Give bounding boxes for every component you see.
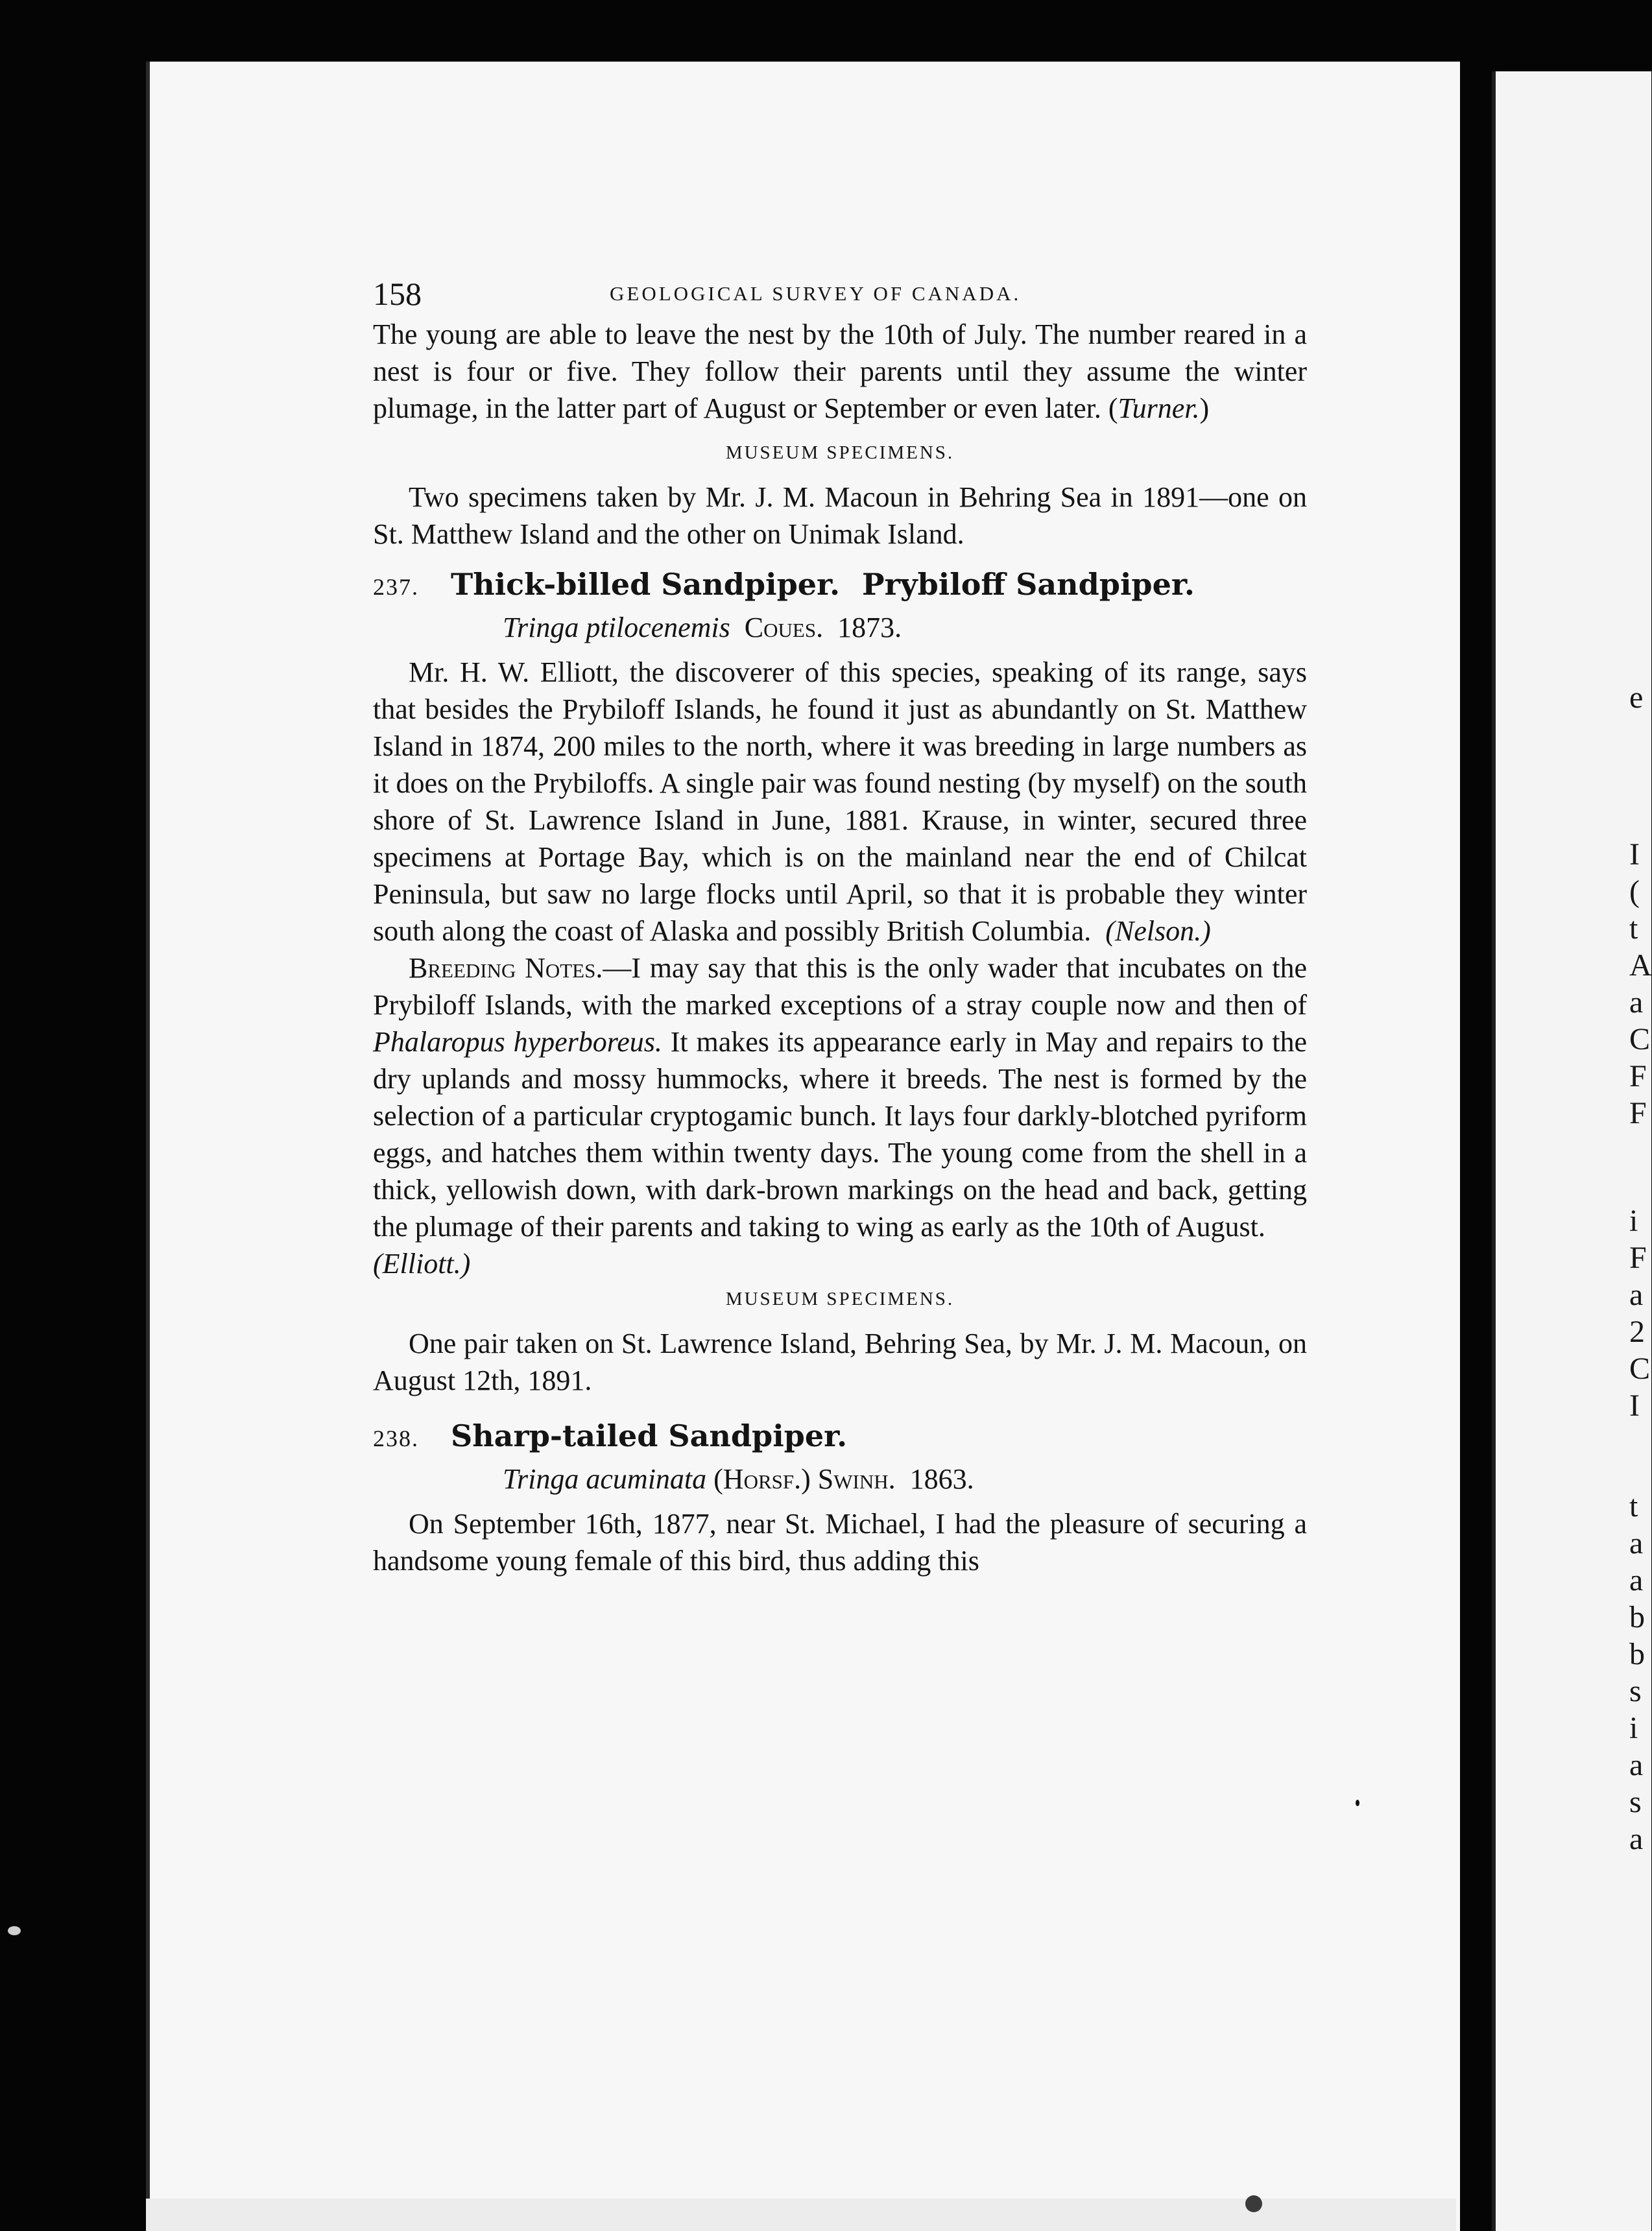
- adjacent-page-fragment: a: [1629, 1526, 1644, 1560]
- species-237-breeding-notes: [373, 949, 1307, 1282]
- museum-specimens-heading: MUSEUM SPECIMENS.: [725, 1289, 955, 1309]
- adjacent-page-fragment: s: [1629, 1785, 1642, 1819]
- adjacent-page-fragment: 2: [1629, 1315, 1645, 1349]
- adjacent-page-fragment: a: [1629, 1563, 1644, 1597]
- adjacent-page-fragment: i: [1629, 1204, 1638, 1238]
- scan-speck: [1245, 2195, 1262, 2212]
- year: 1873.: [837, 612, 902, 643]
- range-citation: (Nelson.): [1105, 915, 1211, 947]
- scan-speck: [1356, 1800, 1359, 1806]
- adjacent-page-fragment: a: [1629, 985, 1644, 1020]
- adjacent-page-fragment: a: [1629, 1822, 1644, 1856]
- adjacent-page-fragment: C: [1629, 1352, 1651, 1386]
- adjacent-page-fragment: I: [1629, 837, 1640, 872]
- adjacent-page-fragment: b: [1629, 1637, 1645, 1671]
- adjacent-page-fragment: a: [1629, 1278, 1644, 1312]
- adjacent-page-fragment: F: [1629, 1059, 1647, 1093]
- adjacent-page-fragment: F: [1629, 1241, 1647, 1275]
- species-237-scientific-name: [503, 608, 1307, 647]
- species-238-heading: [373, 1418, 1307, 1453]
- species-237-range-paragraph: [373, 654, 1307, 949]
- species-238-paragraph: On September 16th, 1877, near St. Michael, I had the pleasure of securing a handsome young female of this bird, thus adding this: [373, 1508, 1307, 1577]
- adjacent-page-fragment: b: [1629, 1600, 1645, 1634]
- adjacent-page-fragment: a: [1629, 1748, 1644, 1782]
- opening-close: ): [1199, 392, 1210, 424]
- latin-name: Tringa acuminata: [503, 1463, 707, 1495]
- year: 1863.: [909, 1463, 974, 1495]
- adjacent-page-fragment: t: [1629, 1489, 1638, 1523]
- scan-speck: [8, 1926, 21, 1935]
- adjacent-page-fragment: C: [1629, 1022, 1651, 1056]
- species-name: Sharp-tailed Sandpiper.: [451, 1418, 848, 1453]
- range-text: Mr. H. W. Elliott, the discoverer of this species, speaking of its range, says that besides the Prybiloff Islands, he found it just as abundantly on St. Matthew Island in 1874, 200 miles to the north, where it was breeding in large numbers as it does on the Prybiloffs. A single pair was found nesting (by myself) on the south shore of St. Lawrence Island in June, 1881. Krause, in winter, secured three specimens at Portage Bay, which is on the mainland near the end of Chilcat Peninsula, but saw no large flocks until April, so that it is probable they winter south along the coast of Alaska and possibly British Columbia.: [373, 656, 1307, 947]
- adjacent-page-fragment: I: [1629, 1389, 1640, 1423]
- opening-citation: Turner.: [1118, 392, 1200, 424]
- breeding-italic-species: Phalaropus hyperboreus.: [373, 1026, 662, 1058]
- museum-specimens-text: Two specimens taken by Mr. J. M. Macoun in Behring Sea in 1891—one on St. Matthew Island and the other on Unimak Island.: [373, 481, 1307, 550]
- species-237-heading: [373, 567, 1307, 602]
- adjacent-page-fragment: t: [1629, 911, 1638, 946]
- adjacent-page-fragment: A: [1629, 948, 1652, 983]
- species-name: Thick-billed Sandpiper.: [451, 567, 841, 602]
- opening-paragraph: [373, 316, 1307, 427]
- adjacent-page-fragment: (: [1629, 874, 1640, 909]
- species-number: 238.: [373, 1426, 419, 1451]
- species-number: 237.: [373, 574, 419, 600]
- adjacent-page-fragment: s: [1629, 1674, 1642, 1708]
- adjacent-page-fragment: i: [1629, 1711, 1638, 1745]
- adjacent-page-fragment: e: [1629, 680, 1644, 715]
- species-238-scientific-name: [503, 1460, 1307, 1499]
- breeding-text-1: —I may say that this is the only wader that incubates on the Prybiloff Islands, with the marked exceptions of a stray couple now and then of: [373, 952, 1307, 1021]
- page-number: 158: [373, 276, 422, 312]
- adjacent-page-fragment: F: [1629, 1096, 1647, 1130]
- opening-text: The young are able to leave the nest by the 10th of July. The number reared in a nest is four or five. They follow their parents until they assume the winter plumage, in the latter part of August or September or even later. (: [373, 318, 1307, 424]
- authority: Coues.: [744, 612, 824, 643]
- breeding-text-2: It makes its appearance early in May and repairs to the dry uplands and mossy hummocks, where it breeds. The nest is formed by the selection of a particular cryptogamic bunch. It lays four darkly-blotched pyriform eggs, and hatches them within twenty days. The young come from the shell in a thick, yellowish down, with dark-brown markings on the head and back, getting the plumage of their parents and taking to wing as early as the 10th of August.: [373, 1026, 1308, 1243]
- museum-specimens-text: One pair taken on St. Lawrence Island, Behring Sea, by Mr. J. M. Macoun, on August 12th, 1891.: [373, 1328, 1307, 1396]
- authority: (Horsf.) Swinh.: [713, 1463, 896, 1495]
- running-title: GEOLOGICAL SURVEY OF CANADA.: [610, 282, 1022, 305]
- latin-name: Tringa ptilocenemis: [503, 612, 730, 643]
- page-text-column: [373, 276, 1307, 1579]
- museum-specimens-heading: MUSEUM SPECIMENS.: [725, 442, 955, 463]
- running-header: [373, 276, 1307, 312]
- adjacent-page-strip: [1492, 71, 1651, 2231]
- breeding-citation: (Elliott.): [373, 1248, 471, 1280]
- species-alt-name: Prybiloff Sandpiper.: [862, 567, 1195, 602]
- breeding-notes-label: Breeding Notes.: [409, 952, 603, 984]
